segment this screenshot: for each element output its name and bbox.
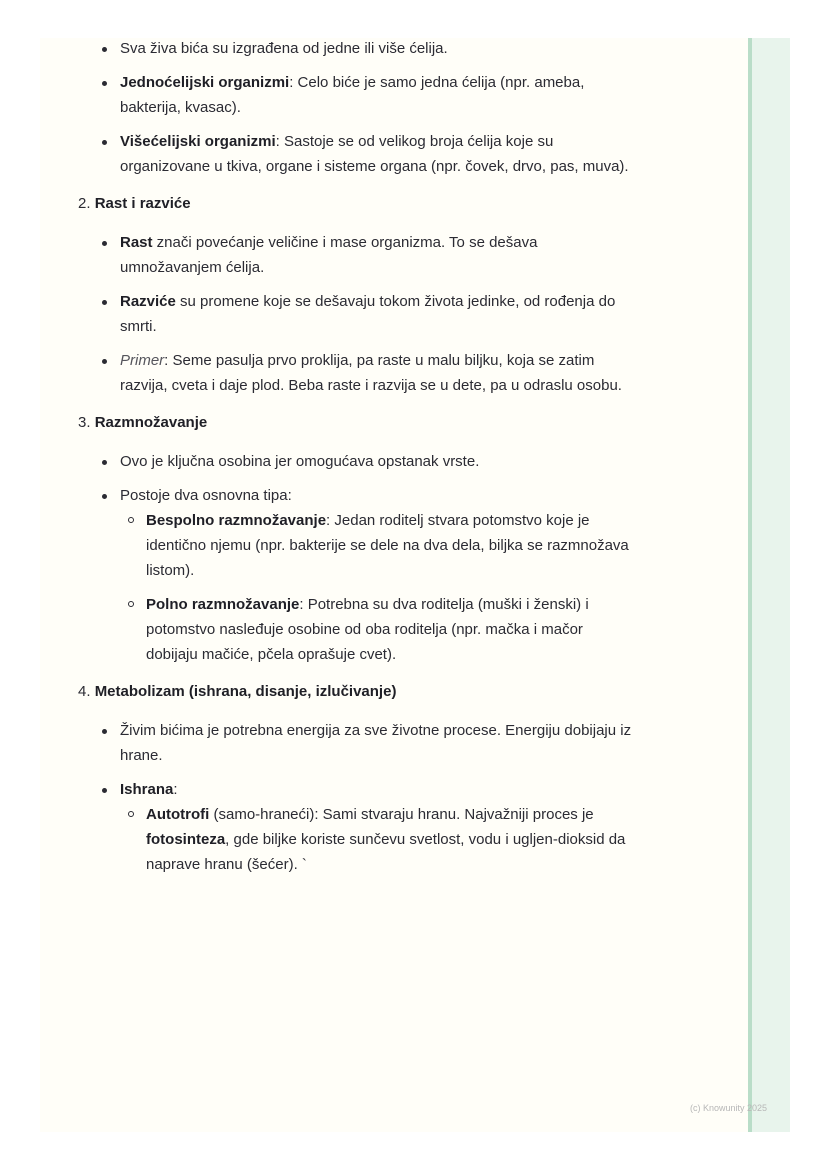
section-heading-razmnozavanje: 3. Razmnožavanje <box>78 414 208 431</box>
copyright-footer: (c) Knowunity 2025 <box>690 1103 768 1113</box>
sub-list-item: Bespolno razmnožavanje: Jedan roditelj stvara potomstvo koje je identično njemu (npr. bakterije se dele na dva dela, biljka se razmnožava listom). <box>120 508 638 583</box>
section-list-razmnozavanje <box>78 449 638 667</box>
intro-list <box>78 36 638 179</box>
side-panel <box>748 38 790 1132</box>
list-item: Rast znači povećanje veličine i mase organizma. To se dešava umnožavanjem ćelija. <box>78 230 638 280</box>
sub-list <box>120 508 638 667</box>
section-list-rast <box>78 230 638 398</box>
section-list-metabolizam <box>78 718 638 877</box>
list-item: Sva živa bića su izgrađena od jedne ili više ćelija. <box>78 36 638 61</box>
section-heading-metabolizam: 4. Metabolizam (ishrana, disanje, izlučivanje) <box>78 683 397 700</box>
sub-list <box>120 802 638 877</box>
list-item: Razviće su promene koje se dešavaju tokom života jedinke, od rođenja do smrti. <box>78 289 638 339</box>
list-item: Živim bićima je potrebna energija za sve životne procese. Energiju dobijaju iz hrane. <box>78 718 638 768</box>
list-item: Višećelijski organizmi: Sastoje se od velikog broja ćelija koje su organizovane u tkiva, organe i sisteme organa (npr. čovek, drvo, pas, muva). <box>78 129 638 179</box>
list-item: Ovo je ključna osobina jer omogućava opstanak vrste. <box>78 449 638 474</box>
list-item: Postoje dva osnovna tipa: Bespolno razmnožavanje: Jedan roditelj stvara potomstvo koje je identično njemu (npr. bakterije se dele na dva dela, biljka se razmnožava listom). Polno razmnožavanje: Potrebna su dva roditelja (muški i ženski) i potomstvo nasleđuje osobine od oba roditelja (npr. mačka i mačor dobijaju mačiće, pčela oprašuje cvet). <box>78 483 638 667</box>
sub-list-item: Polno razmnožavanje: Potrebna su dva roditelja (muški i ženski) i potomstvo nasleđuje osobine od oba roditelja (npr. mačka i mačor dobijaju mačiće, pčela oprašuje cvet). <box>120 592 638 667</box>
sub-list-item: Autotrofi (samo-hraneći): Sami stvaraju hranu. Najvažniji proces je fotosinteza, gde biljke koriste sunčevu svetlost, vodu i ugljen-dioksid da naprave hranu (šećer). ` <box>120 802 638 877</box>
document-content <box>78 36 638 886</box>
list-item: Jednoćelijski organizmi: Celo biće je samo jedna ćelija (npr. ameba, bakterija, kvasac). <box>78 70 638 120</box>
list-item: Primer: Seme pasulja prvo proklija, pa raste u malu biljku, koja se zatim razvija, cveta i daje plod. Beba raste i razvija se u dete, pa u odraslu osobu. <box>78 348 638 398</box>
section-heading-rast: 2. Rast i razviće <box>78 195 191 212</box>
list-item: Ishrana: Autotrofi (samo-hraneći): Sami stvaraju hranu. Najvažniji proces je fotosinteza, gde biljke koriste sunčevu svetlost, vodu i ugljen-dioksid da naprave hranu (šećer). ` <box>78 777 638 877</box>
